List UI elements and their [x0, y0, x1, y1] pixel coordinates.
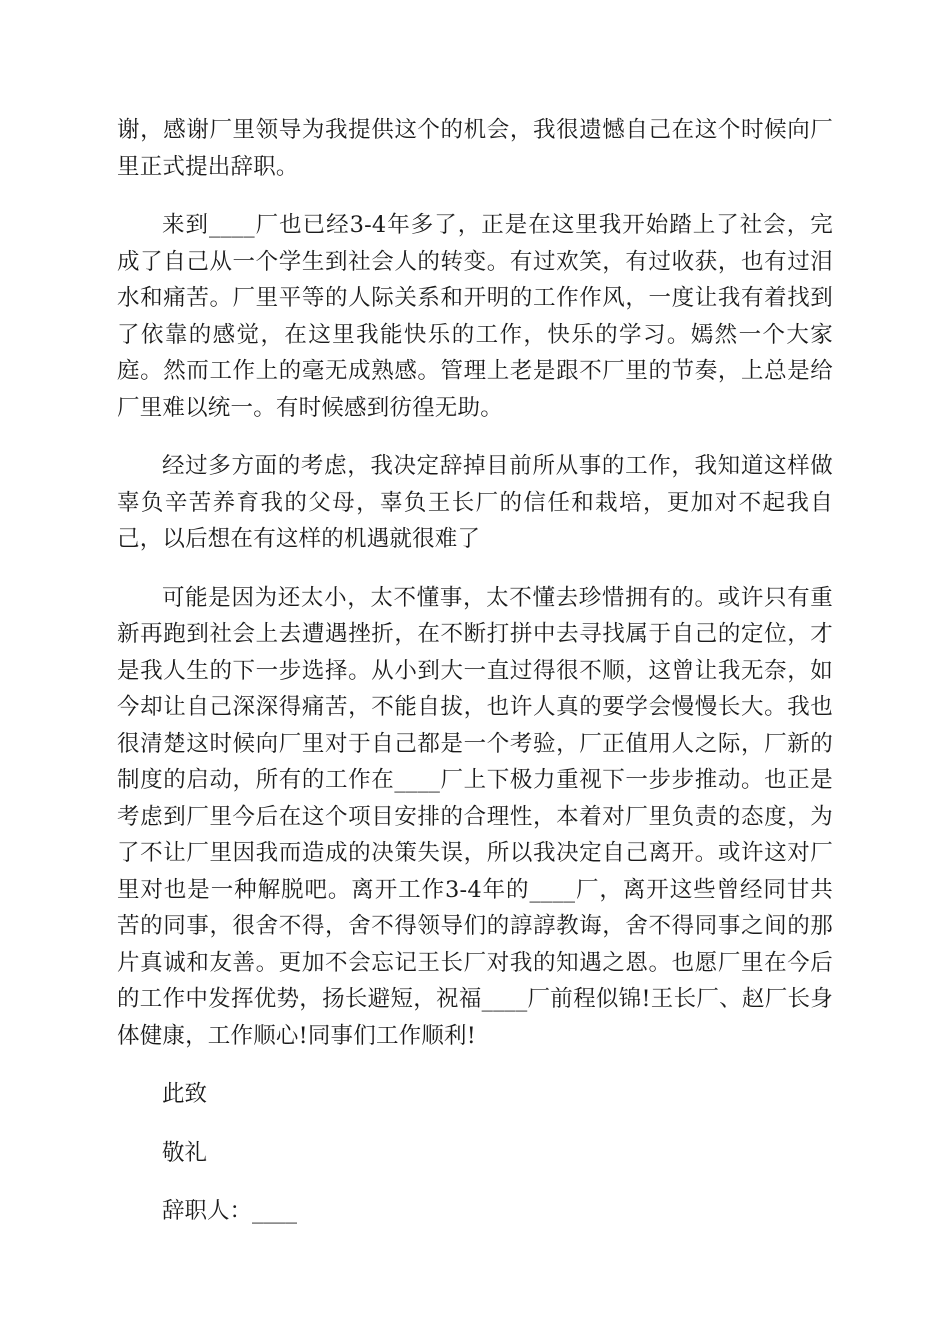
signature-line: 辞职人：____: [162, 1198, 298, 1224]
paragraph-1: 谢，感谢厂里领导为我提供这个的机会，我很遗憾自己在这个时候向厂里正式提出辞职。: [117, 117, 833, 180]
paragraph-2: 来到____厂也已经3-4年多了，正是在这里我开始踏上了社会，完成了自己从一个学生到社会人的转变。有过欢笑，有过收获，也有过泪水和痛苦。厂里平等的人际关系和开明的工作作风，一度让我有着找到了依靠的感觉，在这里我能快乐的工作，快乐的学习。嫣然一个大家庭。然而工作上的毫无成熟感。管理上老是跟不厂里的节奏，上总是给厂里难以统一。有时候感到彷徨无助。: [117, 212, 833, 421]
paragraph-4: 可能是因为还太小，太不懂事，太不懂去珍惜拥有的。或许只有重新再跑到社会上去遭遇挫折，在不断打拼中去寻找属于自己的定位，才是我人生的下一步选择。从小到大一直过得很不顺，这曾让我无奈，如今却让自己深深得痛苦，不能自拔，也许人真的要学会慢慢长大。我也很清楚这时候向厂里对于自己都是一个考验，厂正值用人之际，厂新的制度的启动，所有的工作在____厂上下极力重视下一步步推动。也正是考虑到厂里今后在这个项目安排的合理性，本着对厂里负责的态度，为了不让厂里因我而造成的决策失误，所以我决定自己离开。或许这对厂里对也是一种解脱吧。离开工作3-4年的____厂，离开这些曾经同甘共苦的同事，很舍不得，舍不得领导们的諄諄教诲，舍不得同事之间的那片真诚和友善。更加不会忘记王长厂对我的知遇之恩。也愿厂里在今后的工作中发挥优势，扬长避短，祝福____厂前程似锦!王长厂、赵厂长身体健康，工作顺心!同事们工作顺利!: [117, 584, 833, 1049]
closing-salutation: 此致: [162, 1081, 208, 1107]
letter-body: [117, 112, 833, 1230]
paragraph-3: 经过多方面的考虑，我决定辞掉目前所从事的工作，我知道这样做辜负辛苦养育我的父母，辜负王长厂的信任和栽培，更加对不起我自己，以后想在有这样的机遇就很难了: [117, 453, 833, 552]
closing-regards: 敬礼: [162, 1139, 208, 1166]
